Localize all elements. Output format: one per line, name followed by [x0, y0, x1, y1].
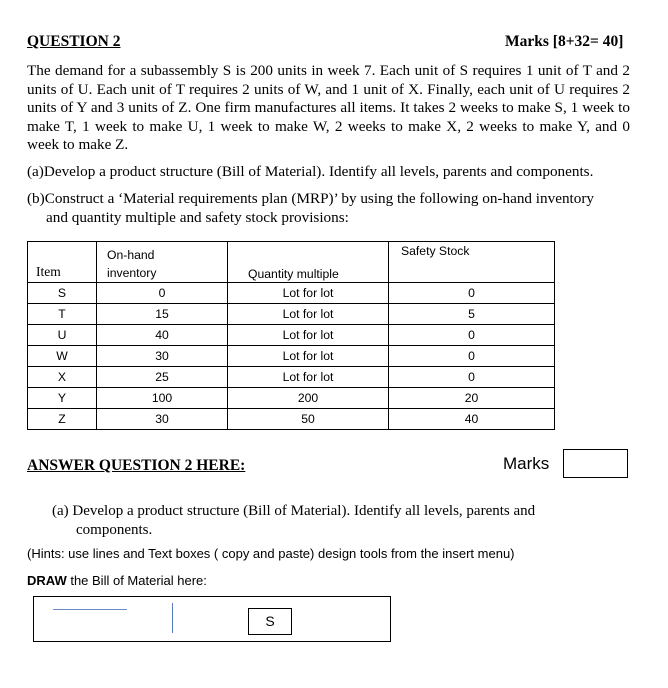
- cell-safety: 0: [389, 283, 555, 304]
- table-row: [28, 367, 555, 388]
- table-header-row: [28, 242, 555, 283]
- cell-qty: 50: [228, 409, 389, 430]
- table-row: [28, 325, 555, 346]
- cell-item: U: [28, 325, 97, 346]
- question-part-b: [27, 190, 630, 227]
- cell-item: W: [28, 346, 97, 367]
- cell-safety: 40: [389, 409, 555, 430]
- cell-onhand: 30: [97, 346, 228, 367]
- cell-safety: 0: [389, 367, 555, 388]
- cell-qty: 200: [228, 388, 389, 409]
- inventory-table: [27, 241, 555, 430]
- header-onhand-line2: inventory: [107, 266, 157, 280]
- draw-bold: DRAW: [27, 573, 67, 588]
- question-intro: The demand for a subassembly S is 200 units in week 7. Each unit of S requires 1 unit of T and 2 units of U. Each unit of T requires 2 units of W, and 1 unit of X. Finally, each unit of U requires 2 units of Y and 3 units of Z. One firm manufactures all items. It takes 2 weeks to make S, 1 week to make T, 1 week to make U, 1 week to make W, 2 weeks to make X, 2 weeks to make Y, and 0 week to make Z.: [27, 62, 630, 154]
- part-b-line-2: and quantity multiple and safety stock provisions:: [46, 208, 349, 226]
- cell-item: Y: [28, 388, 97, 409]
- connector-line[interactable]: [53, 609, 127, 610]
- cell-onhand: 100: [97, 388, 228, 409]
- cell-item: Z: [28, 409, 97, 430]
- cell-qty: Lot for lot: [228, 367, 389, 388]
- header-onhand: [97, 242, 228, 283]
- cell-onhand: 25: [97, 367, 228, 388]
- cell-onhand: 40: [97, 325, 228, 346]
- cell-onhand: 15: [97, 304, 228, 325]
- part-b-line-1: (b)Construct a ‘Material requirements plan (MRP)’ by using the following on-hand inventory: [27, 190, 595, 207]
- draw-rest: the Bill of Material here:: [66, 573, 207, 588]
- header-item: Item: [28, 242, 97, 283]
- header-qty: Quantity multiple: [228, 242, 389, 283]
- question-part-a: (a)Develop a product structure (Bill of Material). Identify all levels, parents and components.: [27, 163, 594, 180]
- bom-root-textbox[interactable]: S: [248, 608, 292, 635]
- header-safety: Safety Stock: [389, 242, 555, 283]
- answer-marks-label: Marks: [503, 454, 550, 473]
- cell-safety: 0: [389, 346, 555, 367]
- cell-qty: Lot for lot: [228, 325, 389, 346]
- cell-onhand: 30: [97, 409, 228, 430]
- cell-item: S: [28, 283, 97, 304]
- cell-safety: 0: [389, 325, 555, 346]
- cell-safety: 5: [389, 304, 555, 325]
- cell-qty: Lot for lot: [228, 283, 389, 304]
- cell-qty: Lot for lot: [228, 304, 389, 325]
- table-row: [28, 283, 555, 304]
- hints-text: (Hints: use lines and Text boxes ( copy and paste) design tools from the insert menu): [27, 546, 515, 561]
- answer-part-a-line1: (a) Develop a product structure (Bill of Material). Identify all levels, parents and: [52, 503, 536, 519]
- answer-part-a-line2: components.: [76, 522, 153, 538]
- bom-drawing-area[interactable]: [33, 596, 391, 642]
- cell-item: X: [28, 367, 97, 388]
- cell-qty: Lot for lot: [228, 346, 389, 367]
- question-marks: Marks [8+32= 40]: [505, 33, 624, 50]
- question-title: QUESTION 2: [27, 33, 121, 50]
- text-cursor: [172, 603, 173, 633]
- marks-input-box[interactable]: [563, 449, 628, 478]
- answer-title: ANSWER QUESTION 2 HERE:: [27, 457, 246, 474]
- table-row: [28, 388, 555, 409]
- draw-instruction: [27, 573, 207, 588]
- header-onhand-line1: On-hand: [107, 248, 155, 262]
- cell-item: T: [28, 304, 97, 325]
- table-row: [28, 304, 555, 325]
- table-row: [28, 409, 555, 430]
- cell-safety: 20: [389, 388, 555, 409]
- answer-part-a: [52, 502, 592, 540]
- cell-onhand: 0: [97, 283, 228, 304]
- table-row: [28, 346, 555, 367]
